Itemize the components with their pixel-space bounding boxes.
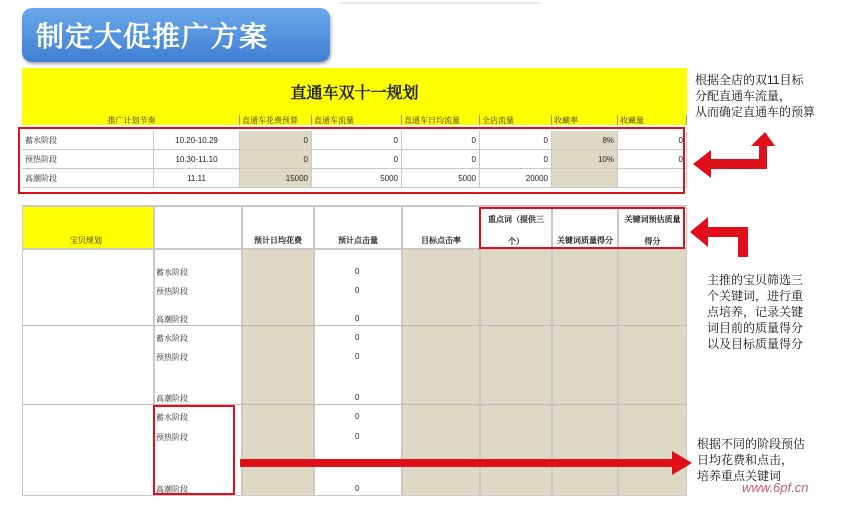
table-row-fav-rate: 8% [552,131,618,150]
arrow-icon-1 [693,132,775,184]
header-target-line1: 关键词预估质量 [624,215,681,224]
note-keywords [707,272,803,352]
arrow-icon-3 [240,451,692,475]
stage-label: 蓄水阶段 [156,413,188,422]
stage-label: 预热阶段 [156,353,188,362]
header-daily-cost: 预计日均花费 [254,236,302,245]
table-row-budget: 0 [240,150,312,169]
stage-label: 预热阶段 [156,433,188,442]
table1-title: 直通车双十一规划 [22,68,687,115]
table2-header-blank [154,206,242,249]
table-row-budget: 15000 [240,169,312,188]
header-traffic: 直通车流量 [312,115,402,125]
watermark: www.6pf.cn [742,480,809,495]
clicks-value: 0 [355,333,360,342]
clicks-value: 0 [355,352,360,361]
note-budget [695,72,815,120]
stage-label: 蓄水阶段 [156,268,188,277]
stage-label: 预热阶段 [156,287,188,296]
table-row-budget: 0 [240,131,312,150]
table-row-store: 0 [480,131,552,150]
table-row-store: 0 [480,150,552,169]
title-badge [22,8,330,62]
table-row-dates: 11.11 [154,169,240,188]
clicks-value: 0 [355,286,360,295]
clicks-value: 0 [355,393,360,402]
note-line: 从而确定直通车的预算 [695,105,816,119]
header-quality: 关键词质量得分 [557,236,613,245]
table-row-daily: 0 [402,150,480,169]
header-target-line2: 得分 [644,237,661,246]
table-row-fav: 0 [618,150,687,169]
stage-label: 蓄水阶段 [156,334,188,343]
table-row-traffic: 5000 [312,169,402,188]
clicks-value: 0 [355,432,360,441]
table2-label: 宝贝规划 [70,236,102,245]
note-line: 点培养，记录关键 [707,305,804,319]
table-row-dates: 10.20-10.29 [154,131,240,150]
table-row-daily: 5000 [402,169,480,188]
header-store: 全店流量 [480,115,552,125]
note-line: 日均花费和点击， [697,453,794,467]
stage-label: 高潮阶段 [156,485,188,494]
table-row-fav-rate: 10% [552,150,618,169]
note-line: 培养重点关键词 [697,469,782,483]
note-line: 个关键词，进行重 [707,289,804,303]
note-line: 以及目标质量得分 [707,337,804,351]
stage-label: 高潮阶段 [156,394,188,403]
stage-label: 高潮阶段 [156,315,188,324]
highlight-table1-rows [18,127,685,194]
header-keyword-line1: 重点词（提供三 [488,215,544,224]
body-product-column [22,249,154,496]
clicks-value: 0 [355,412,360,421]
clicks-value: 0 [355,267,360,276]
clicks-value: 0 [355,484,360,493]
table-row-dates: 10.30-11.10 [154,150,240,169]
header-keyword-line2: 个） [508,237,524,246]
clicks-value: 0 [355,314,360,323]
table-row-stage: 蓄水阶段 [22,131,154,150]
table-row-store: 20000 [480,169,552,188]
table-row-stage: 高潮阶段 [22,169,154,188]
header-fav: 收藏量 [618,115,687,125]
note-line: 分配直通车流量， [695,89,792,103]
note-line: 根据全店的双11目标 [695,73,804,87]
arrow-icon-2 [690,217,755,267]
group-divider [22,404,687,405]
note-line: 词目前的质量得分 [707,321,804,335]
note-line: 根据不同的阶段预估 [697,437,806,451]
table-row-traffic: 0 [312,150,402,169]
note-stages [697,436,805,484]
page-title: 制定大促推广方案 [36,21,269,52]
header-ctr: 目标点击率 [421,236,461,245]
table-row-daily: 0 [402,131,480,150]
group-divider [22,325,687,326]
highlight-stage-group [153,405,235,495]
table-row-fav: 0 [618,131,687,150]
header-budget: 直通车花费预算 [240,115,312,125]
header-fav-rate: 收藏率 [552,115,618,125]
highlight-keyword-headers [479,207,685,249]
table-row-stage: 预热阶段 [22,150,154,169]
note-line: 主推的宝贝筛选三 [707,273,804,287]
table-row-traffic: 0 [312,131,402,150]
header-plan: 推广计划节奏 [22,115,240,125]
header-daily: 直通车日均流量 [402,115,480,125]
top-divider [340,2,540,4]
header-clicks: 预计点击量 [338,236,378,245]
